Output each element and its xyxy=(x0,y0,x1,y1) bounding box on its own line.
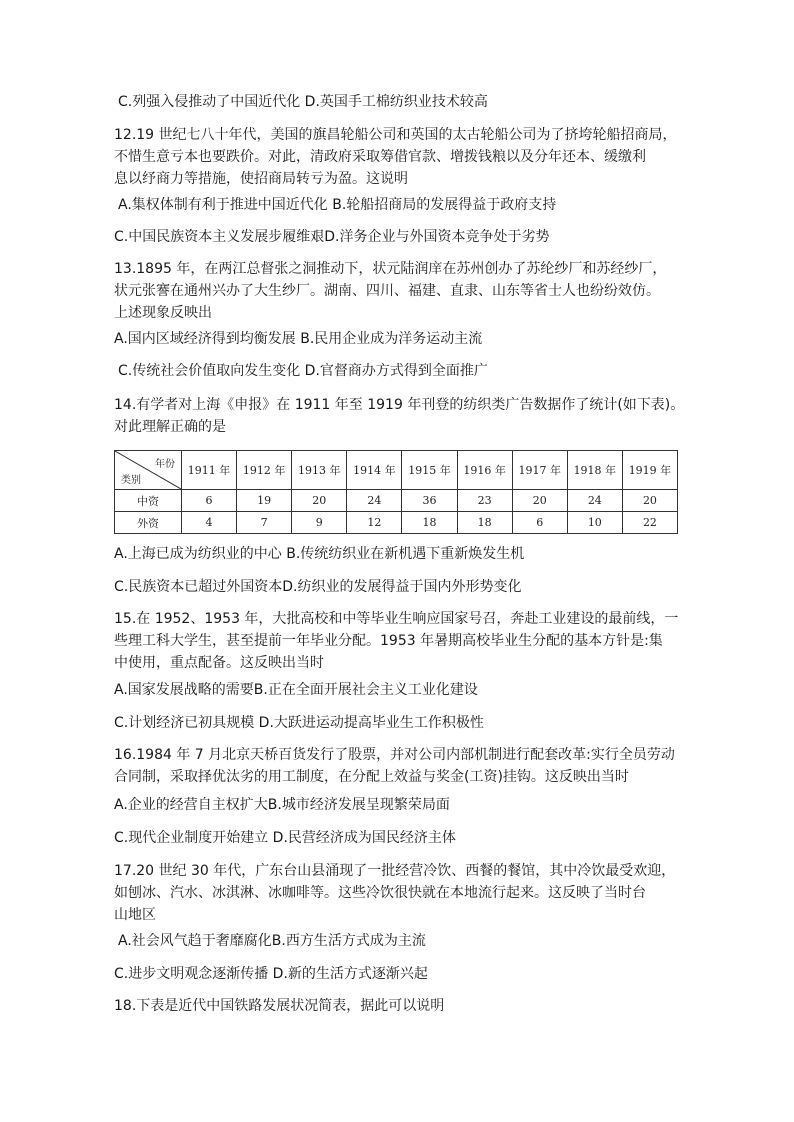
textile-ads-table xyxy=(114,450,678,534)
table-cell: 7 xyxy=(237,512,292,534)
q16-options-cd: C.现代企业制度开始建立 D.民营经济成为国民经济主体 xyxy=(114,830,456,846)
q16-stem-line-2: 合同制，采取择优汰劣的用工制度，在分配上效益与奖金(工资)挂钩。这反映出当时 xyxy=(114,769,629,785)
q12-stem-line-3: 息以纾商力等措施，使招商局转亏为盈。这说明 xyxy=(114,171,408,187)
q14-options-cd: C.民族资本已超过外国资本D.纺织业的发展得益于国内外形势变化 xyxy=(114,579,522,595)
q17-stem-line-1: 17.20 世纪 30 年代，广东台山县涌现了一批经营冷饮、西餐的餐馆，其中冷饮最受欢迎， xyxy=(114,863,676,879)
table-cell: 20 xyxy=(512,490,567,512)
q12-options-cd: C.中国民族资本主义发展步履维艰D.洋务企业与外国资本竞争处于劣势 xyxy=(114,229,550,245)
q14-stem-line-2: 对此理解正确的是 xyxy=(114,419,226,435)
q12-options-ab: A.集权体制有利于推进中国近代化 B.轮船招商局的发展得益于政府支持 xyxy=(118,197,557,213)
table-cell: 10 xyxy=(567,512,622,534)
q14-options-ab: A.上海已成为纺织业的中心 B.传统纺织业在新机遇下重新焕发生机 xyxy=(114,546,525,562)
question-12-stem xyxy=(114,124,714,190)
table-cell: 12 xyxy=(347,512,402,534)
question-16-stem xyxy=(114,744,714,788)
table-header-row xyxy=(115,451,678,490)
table-cell: 18 xyxy=(402,512,457,534)
table-cell: 20 xyxy=(292,490,347,512)
table-cell: 4 xyxy=(182,512,237,534)
table-cell: 9 xyxy=(292,512,347,534)
question-17-stem xyxy=(114,860,714,926)
table-cell: 6 xyxy=(512,512,567,534)
year-header: 1914 年 xyxy=(347,451,402,490)
corner-category-label: 类别 xyxy=(121,475,141,486)
year-header: 1912 年 xyxy=(237,451,292,490)
year-header: 1915 年 xyxy=(402,451,457,490)
table-row xyxy=(115,490,678,512)
q15-stem-line-3: 中使用，重点配备。这反映出当时 xyxy=(114,655,324,671)
year-header: 1916 年 xyxy=(457,451,512,490)
q13-options-cd: C.传统社会价值取向发生变化 D.官督商办方式得到全面推广 xyxy=(118,363,488,379)
year-header: 1919 年 xyxy=(622,451,677,490)
q11-options-cd: C.列强入侵推动了中国近代化 D.英国手工棉纺织业技术较高 xyxy=(118,94,488,110)
q17-stem-line-2: 如刨冰、汽水、冰淇淋、冰咖啡等。这些冷饮很快就在本地流行起来。这反映了当时台 xyxy=(114,885,646,901)
year-header: 1913 年 xyxy=(292,451,347,490)
q17-options-cd: C.进步文明观念逐渐传播 D.新的生活方式逐渐兴起 xyxy=(114,966,428,982)
table-cell: 20 xyxy=(622,490,677,512)
table-corner-cell xyxy=(115,451,182,490)
q15-stem-line-1: 15.在 1952、1953 年，大批高校和中等毕业生响应国家号召，奔赴工业建设的最前线，一 xyxy=(114,611,679,627)
q12-stem-line-1: 12.19 世纪七八十年代，美国的旗昌轮船公司和英国的太古轮船公司为了挤垮轮船招商局， xyxy=(114,127,677,143)
corner-year-label: 年份 xyxy=(155,459,175,470)
q14-stem-line-1: 14.有学者对上海《申报》在 1911 年至 1919 年刊登的纺织类广告数据作了统计(如下表)。 xyxy=(114,397,685,413)
table-cell: 18 xyxy=(457,512,512,534)
q17-options-ab: A.社会风气趋于奢靡腐化B.西方生活方式成为主流 xyxy=(118,933,426,949)
question-18-stem: 18.下表是近代中国铁路发展状况简表，据此可以说明 xyxy=(114,998,445,1014)
row-label: 中资 xyxy=(115,490,182,512)
q17-stem-line-3: 山地区 xyxy=(114,907,156,923)
q12-stem-line-2: 不惜生意亏本也要跌价。对此，清政府采取筹借官款、增拨钱粮以及分年还本、缓缴利 xyxy=(114,149,646,165)
question-15-stem xyxy=(114,608,714,674)
q15-options-ab: A.国家发展战略的需要B.正在全面开展社会主义工业化建设 xyxy=(114,682,478,698)
table-cell: 19 xyxy=(237,490,292,512)
table-cell: 22 xyxy=(622,512,677,534)
year-header: 1918 年 xyxy=(567,451,622,490)
q13-stem-line-3: 上述现象反映出 xyxy=(114,305,212,321)
year-header: 1917 年 xyxy=(512,451,567,490)
table-cell: 23 xyxy=(457,490,512,512)
q15-options-cd: C.计划经济已初具规模 D.大跃进运动提高毕业生工作积极性 xyxy=(114,715,484,731)
row-label: 外资 xyxy=(115,512,182,534)
table-cell: 24 xyxy=(567,490,622,512)
q16-options-ab: A.企业的经营自主权扩大B.城市经济发展呈现繁荣局面 xyxy=(114,797,450,813)
year-header: 1911 年 xyxy=(182,451,237,490)
q13-options-ab: A.国内区域经济得到均衡发展 B.民用企业成为洋务运动主流 xyxy=(114,331,483,347)
q16-stem-line-1: 16.1984 年 7 月北京天桥百货发行了股票，并对公司内部机制进行配套改革:实行全员劳动 xyxy=(114,747,675,763)
table-cell: 6 xyxy=(182,490,237,512)
table-cell: 36 xyxy=(402,490,457,512)
question-13-stem xyxy=(114,258,714,324)
q13-stem-line-1: 13.1895 年，在两江总督张之洞推动下，状元陆润庠在苏州创办了苏纶纱厂和苏经纱厂， xyxy=(114,261,667,277)
table-cell: 24 xyxy=(347,490,402,512)
q15-stem-line-2: 些理工科大学生，甚至提前一年毕业分配。1953 年暑期高校毕业生分配的基本方针是:集 xyxy=(114,633,663,649)
q13-stem-line-2: 状元张謇在通州兴办了大生纱厂。湖南、四川、福建、直隶、山东等省士人也纷纷效仿。 xyxy=(114,283,660,299)
table-row xyxy=(115,512,678,534)
question-14-stem xyxy=(114,394,714,438)
